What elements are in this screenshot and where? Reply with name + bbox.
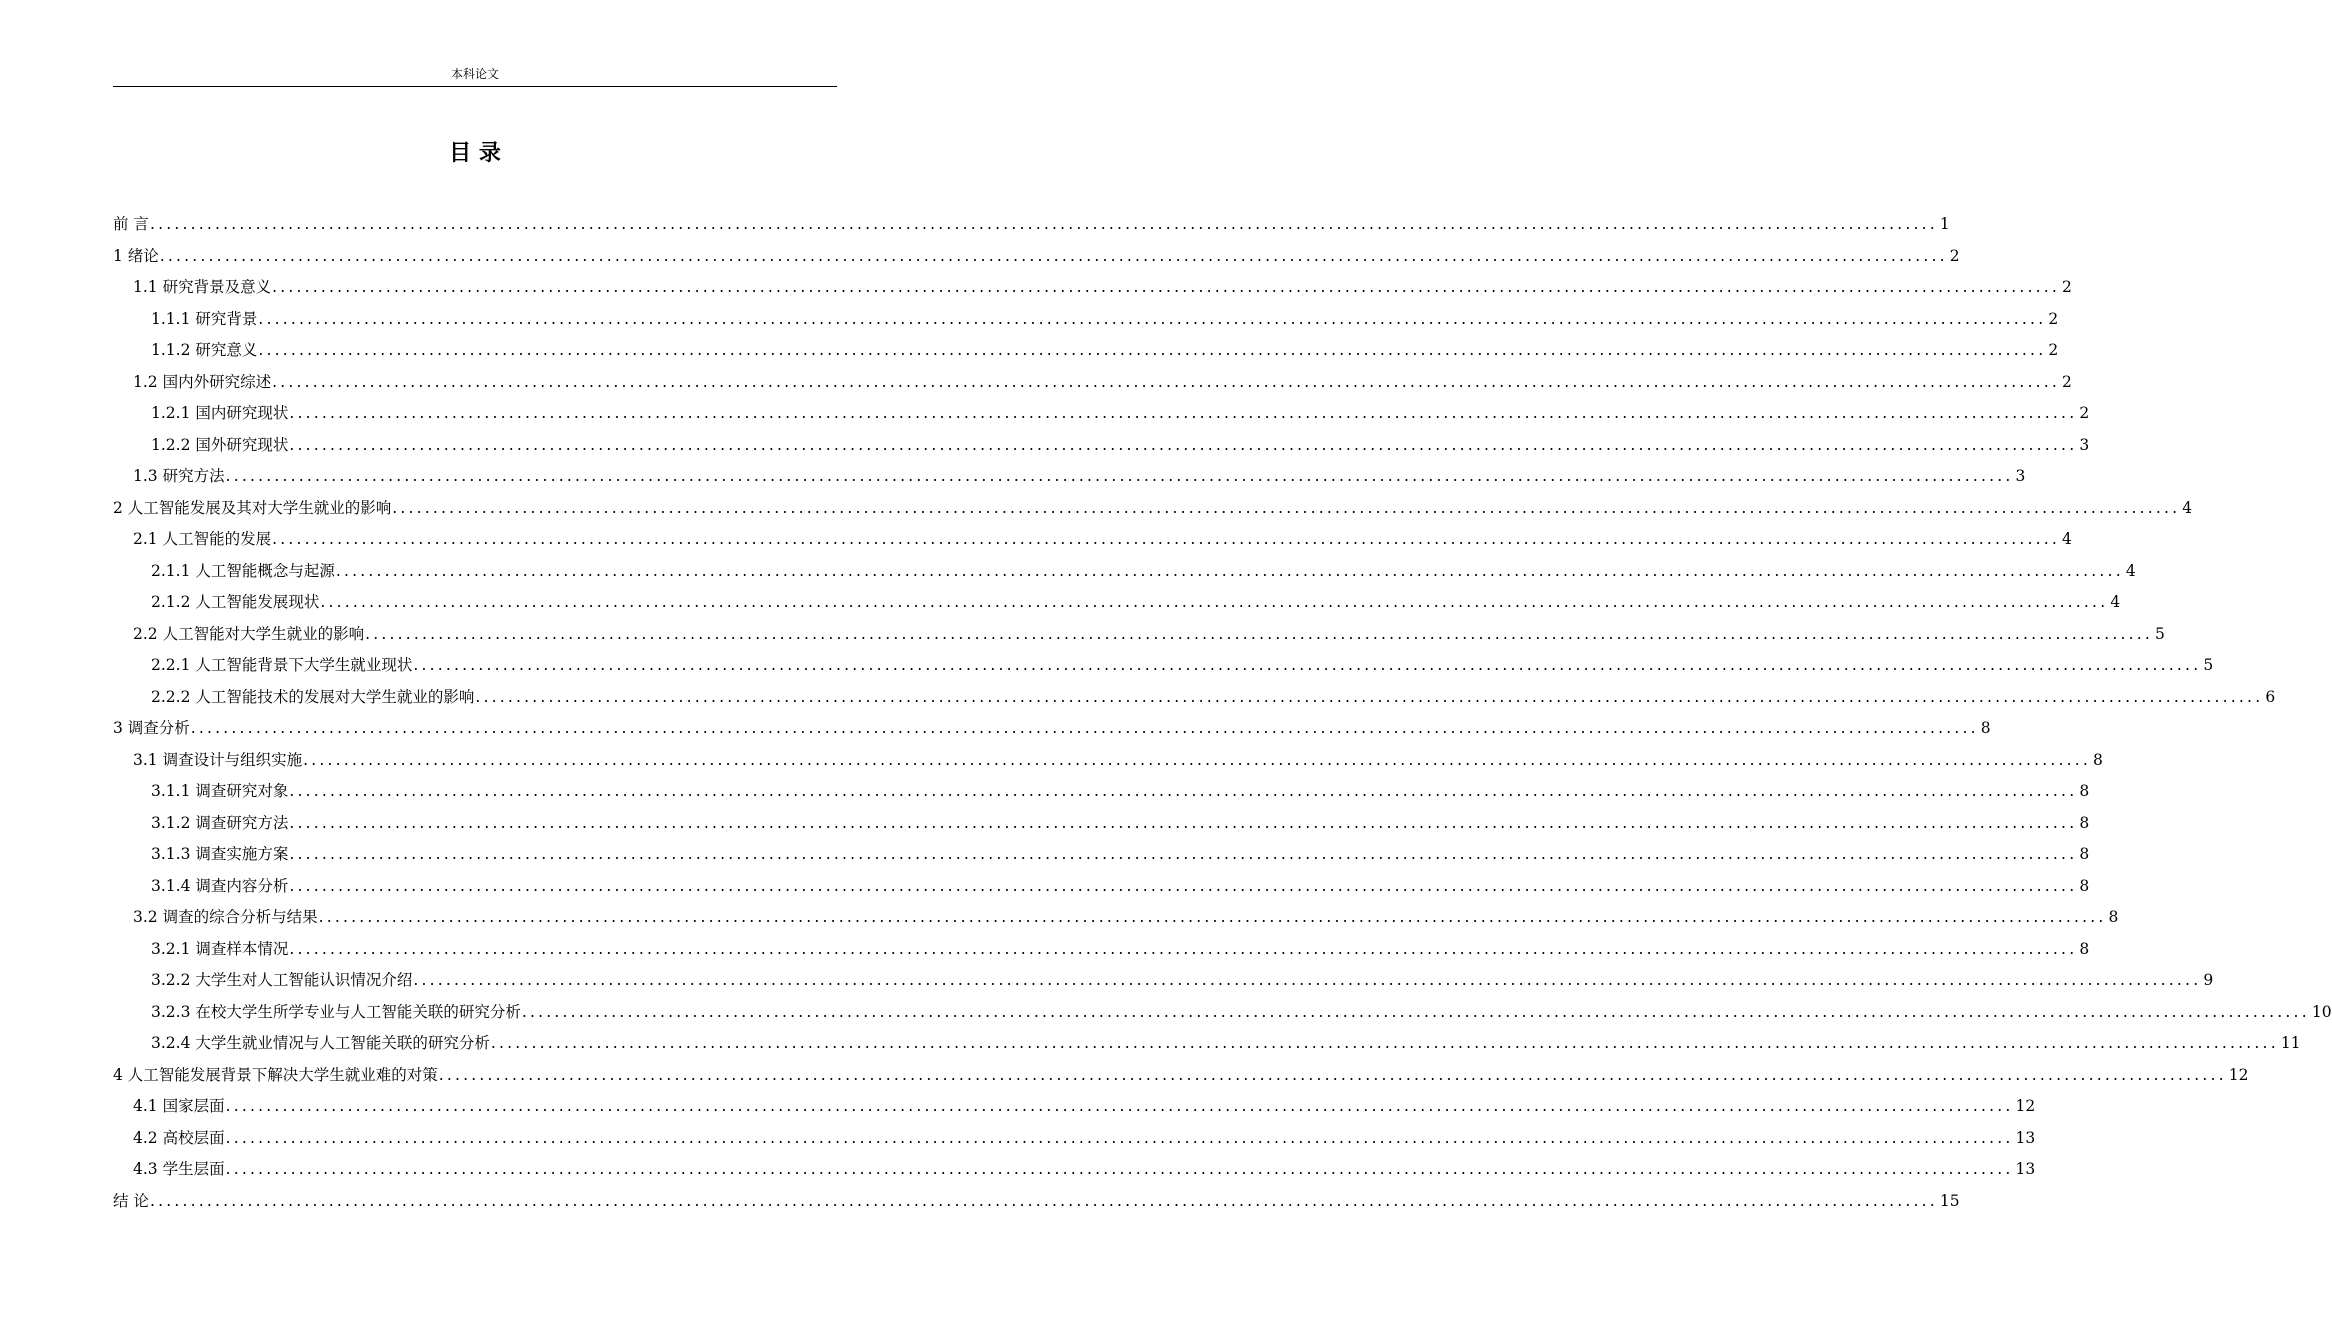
toc-entry-title: 2.2.1 人工智能背景下大学生就业现状 xyxy=(151,656,413,674)
toc-page-number: 8 xyxy=(2093,750,2103,769)
toc-entry[interactable] xyxy=(113,1186,1960,1218)
toc-entry-title: 1.1.1 研究背景 xyxy=(151,309,258,328)
toc-entry[interactable] xyxy=(113,493,2193,525)
toc-dot-leader: ............................................................................................................................................................................................................................ xyxy=(365,624,2154,643)
toc-dot-leader: ............................................................................................................................................................................................................................ xyxy=(289,845,2078,863)
toc-entry[interactable] xyxy=(113,587,2121,619)
toc-dot-leader: ............................................................................................................................................................................................................................ xyxy=(289,813,2078,832)
toc-entry[interactable] xyxy=(113,1060,2249,1092)
toc-entry[interactable] xyxy=(113,839,2090,871)
toc-dot-leader: ............................................................................................................................................................................................................................ xyxy=(303,750,2092,769)
toc-page-number: 2 xyxy=(1949,246,1960,265)
toc-entry[interactable] xyxy=(113,619,2165,651)
toc-entry-title: 4.3 学生层面 xyxy=(133,1160,225,1178)
toc-entry-title: 3.2.4 大学生就业情况与人工智能关联的研究分析 xyxy=(151,1034,490,1052)
toc-dot-leader: ............................................................................................................................................................................................................................ xyxy=(521,1002,2310,1021)
toc-entry-title: 2.1.2 人工智能发展现状 xyxy=(151,593,320,611)
toc-dot-leader: ............................................................................................................................................................................................................................ xyxy=(225,467,2014,485)
toc-entry-title: 1.1.2 研究意义 xyxy=(151,341,258,359)
toc-entry-title: 4.2 高校层面 xyxy=(133,1128,225,1147)
toc-title: 目 录 xyxy=(449,141,501,166)
toc-dot-leader: ............................................................................................................................................................................................................................ xyxy=(413,971,2202,989)
toc-entry[interactable] xyxy=(113,304,2059,336)
toc-entry-title: 3.1.4 调查内容分析 xyxy=(151,876,289,895)
toc-entry-title: 1.2 国内外研究综述 xyxy=(133,372,272,391)
toc-entry-title: 结 论 xyxy=(113,1191,149,1210)
toc-entry[interactable] xyxy=(113,1154,2036,1186)
toc-entry-title: 3.1 调查设计与组织实施 xyxy=(133,750,303,769)
toc-page-number: 12 xyxy=(2015,1097,2036,1115)
toc-dot-leader: ............................................................................................................................................................................................................................ xyxy=(392,498,2181,517)
toc-page-number: 5 xyxy=(2155,624,2165,643)
toc-page-number: 15 xyxy=(1939,1191,1960,1210)
toc-page-number: 3 xyxy=(2015,467,2026,485)
toc-entry[interactable] xyxy=(113,524,2072,556)
toc-dot-leader: ............................................................................................................................................................................................................................ xyxy=(490,1034,2279,1052)
toc-dot-leader: ............................................................................................................................................................................................................................ xyxy=(149,1191,1938,1210)
toc-page-number: 2 xyxy=(2062,372,2072,391)
toc-entry[interactable] xyxy=(113,556,2136,588)
toc-page-number: 8 xyxy=(1980,719,1991,737)
toc-dot-leader: ............................................................................................................................................................................................................................ xyxy=(190,719,1979,737)
toc-page-number: 13 xyxy=(2015,1160,2036,1178)
toc-dot-leader: ............................................................................................................................................................................................................................ xyxy=(320,593,2109,611)
toc-entry-title: 3.1.1 调查研究对象 xyxy=(151,782,289,800)
toc-entry[interactable] xyxy=(113,871,2090,903)
toc-dot-leader: ............................................................................................................................................................................................................................ xyxy=(335,561,2124,580)
toc-entry-title: 1.2.2 国外研究现状 xyxy=(151,435,289,454)
toc-dot-leader: ............................................................................................................................................................................................................................ xyxy=(318,908,2107,926)
toc-dot-leader: ............................................................................................................................................................................................................................ xyxy=(272,278,2061,296)
toc-entry-title: 1.1 研究背景及意义 xyxy=(133,278,272,296)
toc-entry[interactable] xyxy=(113,335,2059,367)
toc-entry-title: 4.1 国家层面 xyxy=(133,1097,225,1115)
toc-entry-title: 3.2.1 调查样本情况 xyxy=(151,939,289,958)
toc-dot-leader: ............................................................................................................................................................................................................................ xyxy=(149,215,1938,233)
toc-page-number: 2 xyxy=(2048,341,2059,359)
toc-entry[interactable] xyxy=(113,272,2072,304)
toc-entry[interactable] xyxy=(113,241,1960,273)
toc-dot-leader: ............................................................................................................................................................................................................................ xyxy=(289,876,2078,895)
toc-entry[interactable] xyxy=(113,745,2103,777)
toc-page-number: 11 xyxy=(2280,1034,2301,1052)
toc-page-number: 5 xyxy=(2203,656,2214,674)
toc-dot-leader: ............................................................................................................................................................................................................................ xyxy=(225,1160,2014,1178)
toc-entry[interactable] xyxy=(113,682,2276,714)
toc-page-number: 2 xyxy=(2062,278,2072,296)
toc-dot-leader: ............................................................................................................................................................................................................................ xyxy=(159,246,1948,265)
header-text: 本科论文 xyxy=(450,67,499,81)
toc-entry-title: 2.1.1 人工智能概念与起源 xyxy=(151,561,335,580)
toc-dot-leader: ............................................................................................................................................................................................................................ xyxy=(272,372,2061,391)
toc-entry[interactable] xyxy=(113,997,2332,1029)
toc-dot-leader: ............................................................................................................................................................................................................................ xyxy=(475,687,2264,706)
toc-entry[interactable] xyxy=(113,1028,2301,1060)
toc-page-number: 2 xyxy=(2048,309,2059,328)
toc-page-number: 4 xyxy=(2125,561,2136,580)
toc-dot-leader: ............................................................................................................................................................................................................................ xyxy=(225,1097,2014,1115)
toc-page-number: 9 xyxy=(2203,971,2214,989)
toc-dot-leader: ............................................................................................................................................................................................................................ xyxy=(225,1128,2014,1147)
toc-entry-title: 2.1 人工智能的发展 xyxy=(133,530,272,548)
toc-entry[interactable] xyxy=(113,965,2214,997)
toc-entry-title: 1.2.1 国内研究现状 xyxy=(151,404,289,422)
toc-entry[interactable] xyxy=(113,398,2090,430)
toc-dot-leader: ............................................................................................................................................................................................................................ xyxy=(272,530,2061,548)
toc-entry-title: 1 绪论 xyxy=(113,246,159,265)
toc-dot-leader: ............................................................................................................................................................................................................................ xyxy=(258,341,2047,359)
toc-entry-title: 2 人工智能发展及其对大学生就业的影响 xyxy=(113,498,392,517)
toc-entry[interactable] xyxy=(113,650,2214,682)
toc-dot-leader: ............................................................................................................................................................................................................................ xyxy=(289,782,2078,800)
toc-page-number: 8 xyxy=(2079,845,2090,863)
toc-entry[interactable] xyxy=(113,713,1991,745)
toc-page-number: 8 xyxy=(2108,908,2119,926)
toc-page-number: 4 xyxy=(2110,593,2121,611)
toc-dot-leader: ............................................................................................................................................................................................................................ xyxy=(289,404,2078,422)
toc-page-number: 4 xyxy=(2062,530,2072,548)
table-of-contents xyxy=(113,209,2332,1217)
toc-entry-title: 2.2 人工智能对大学生就业的影响 xyxy=(133,624,365,643)
toc-entry-title: 3.1.2 调查研究方法 xyxy=(151,813,289,832)
toc-page-number: 3 xyxy=(2079,435,2090,454)
toc-page-number: 4 xyxy=(2182,498,2193,517)
toc-page-number: 1 xyxy=(1939,215,1950,233)
toc-dot-leader: ............................................................................................................................................................................................................................ xyxy=(289,435,2078,454)
toc-entry-title: 4 人工智能发展背景下解决大学生就业难的对策 xyxy=(113,1065,438,1084)
toc-entry[interactable] xyxy=(113,430,2090,462)
toc-entry[interactable] xyxy=(113,209,1950,241)
toc-entry[interactable] xyxy=(113,934,2090,966)
toc-entry-title: 3.2.3 在校大学生所学专业与人工智能关联的研究分析 xyxy=(151,1002,521,1021)
page-header xyxy=(113,62,837,87)
toc-entry[interactable] xyxy=(113,461,2026,493)
toc-entry[interactable] xyxy=(113,1091,2036,1123)
toc-page-number: 8 xyxy=(2079,939,2090,958)
toc-page-number: 6 xyxy=(2265,687,2276,706)
toc-page-number: 8 xyxy=(2079,782,2090,800)
toc-entry[interactable] xyxy=(113,1123,2036,1155)
toc-page-number: 2 xyxy=(2079,404,2090,422)
toc-page-number: 8 xyxy=(2079,876,2090,895)
toc-entry[interactable] xyxy=(113,776,2090,808)
toc-page-number: 8 xyxy=(2079,813,2090,832)
toc-entry-title: 3.1.3 调查实施方案 xyxy=(151,845,289,863)
toc-dot-leader: ............................................................................................................................................................................................................................ xyxy=(289,939,2078,958)
toc-entry-title: 3.2.2 大学生对人工智能认识情况介绍 xyxy=(151,971,413,989)
toc-entry[interactable] xyxy=(113,367,2072,399)
toc-dot-leader: ............................................................................................................................................................................................................................ xyxy=(438,1065,2227,1084)
toc-entry-title: 3 调查分析 xyxy=(113,719,190,737)
toc-dot-leader: ............................................................................................................................................................................................................................ xyxy=(413,656,2202,674)
toc-dot-leader: ............................................................................................................................................................................................................................ xyxy=(258,309,2047,328)
toc-page-number: 12 xyxy=(2228,1065,2249,1084)
toc-entry-title: 1.3 研究方法 xyxy=(133,467,225,485)
toc-page-number: 10 xyxy=(2311,1002,2332,1021)
toc-entry-title: 3.2 调查的综合分析与结果 xyxy=(133,908,318,926)
toc-entry[interactable] xyxy=(113,808,2090,840)
toc-entry[interactable] xyxy=(113,902,2119,934)
toc-entry-title: 前 言 xyxy=(113,215,149,233)
toc-entry-title: 2.2.2 人工智能技术的发展对大学生就业的影响 xyxy=(151,687,475,706)
toc-page-number: 13 xyxy=(2015,1128,2036,1147)
